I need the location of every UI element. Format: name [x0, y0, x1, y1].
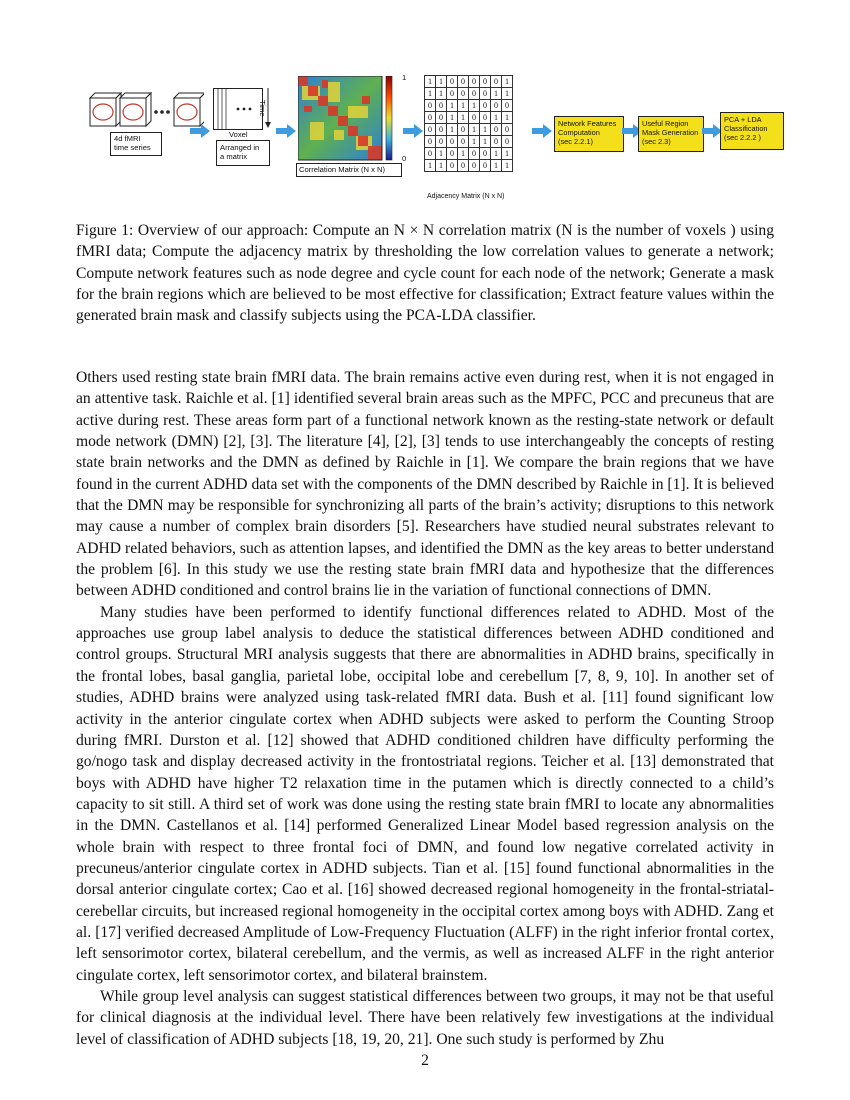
adjacency-cell: 0: [436, 136, 447, 148]
adjacency-cell: 0: [469, 88, 480, 100]
paragraph: Others used resting state brain fMRI data. The brain remains active even during rest, when it is not engaged in an attentive task. Raichle et al. [1] identified several brain areas such as the MPFC, PCC and precuneus that are active during rest. These areas form part of a functional network known as the resting-state network or default mode network (DMN) [2], [3]. The literature [4], [2], [3] tends to use interchangeably the concepts of resting state brain networks and the DMN as defined by Raichle in [1]. We compare the brain regions that we have found in the current ADHD data set with the components of the DMN described by Raichle in [1]. It is believed that the DMN may be responsible for synchronizing all parts of the brain’s activity; disruptions to this network may cause a number of complex brain disorders [5]. Researchers have studied neural substrates relevant to ADHD related behaviors, such as attention lapses, and identified the DMN as the key areas to better understand the problem [6]. In this study we use the resting state brain fMRI data and hypothesize that the differences between ADHD conditioned and control brains lie in the variation of functional connections of DMN.: [76, 369, 774, 600]
adjacency-cell: 1: [480, 136, 491, 148]
adjacency-cell: 0: [480, 88, 491, 100]
page-number: 2: [421, 1052, 429, 1069]
adjacency-cell: 0: [502, 100, 513, 112]
adjacency-cell: 0: [425, 124, 436, 136]
adjacency-cell: 0: [469, 160, 480, 172]
adjacency-cell: 0: [447, 136, 458, 148]
adjacency-cell: 0: [469, 148, 480, 160]
adjacency-cell: 0: [502, 124, 513, 136]
adjacency-cell: 1: [469, 100, 480, 112]
adjacency-cell: 0: [491, 76, 502, 88]
adjacency-cell: 1: [502, 76, 513, 88]
mask-generation-label: Useful Region Mask Generation (sec 2.3): [642, 119, 699, 146]
arrow-icon: [190, 124, 210, 138]
adjacency-cell: 0: [447, 148, 458, 160]
adjacency-cell: 0: [458, 136, 469, 148]
figure-1: [80, 70, 780, 210]
adjacency-cell: 1: [491, 112, 502, 124]
adjacency-cell: 1: [491, 160, 502, 172]
adjacency-cell: 0: [502, 136, 513, 148]
arrow-icon: [276, 124, 296, 138]
adjacency-cell: 1: [469, 124, 480, 136]
adjacency-cell: 0: [447, 88, 458, 100]
adjacency-row: [425, 136, 513, 148]
adjacency-row: [425, 88, 513, 100]
adjacency-cell: 0: [458, 76, 469, 88]
adjacency-cell: 0: [425, 112, 436, 124]
adjacency-cell: 1: [491, 88, 502, 100]
time-label: Time: [258, 100, 267, 117]
adjacency-cell: 1: [436, 148, 447, 160]
matrix-label: Arranged in a matrix: [220, 143, 260, 161]
adjacency-cell: 0: [480, 148, 491, 160]
arrow-icon: [532, 124, 552, 138]
fmri-volumes-image: [88, 92, 204, 132]
adjacency-cell: 0: [425, 148, 436, 160]
adjacency-cell: 1: [436, 160, 447, 172]
network-features-label: Network Features Computation (sec 2.2.1): [558, 119, 617, 146]
adjacency-cell: 0: [480, 100, 491, 112]
adjacency-cell: 0: [458, 88, 469, 100]
classification-box: [720, 112, 784, 150]
adjacency-cell: 1: [502, 112, 513, 124]
adjacency-cell: 0: [436, 112, 447, 124]
arrow-icon: [403, 124, 423, 138]
adjacency-cell: 0: [447, 76, 458, 88]
body-text: [76, 367, 774, 1050]
adjacency-cell: 0: [469, 112, 480, 124]
adjacency-cell: 1: [491, 148, 502, 160]
voxel-label: Voxel: [229, 130, 248, 139]
adjacency-cell: 1: [425, 88, 436, 100]
adjacency-cell: 1: [436, 76, 447, 88]
adjacency-cell: 0: [425, 100, 436, 112]
adjacency-cell: 0: [480, 160, 491, 172]
adjacency-cell: 0: [458, 160, 469, 172]
adjacency-cell: 1: [469, 136, 480, 148]
adjacency-cell: 0: [458, 124, 469, 136]
adjacency-row: [425, 148, 513, 160]
adjacency-label: Adjacency Matrix (N x N): [427, 193, 505, 200]
adjacency-cell: 0: [491, 100, 502, 112]
adjacency-cell: 1: [502, 160, 513, 172]
adjacency-row: [425, 76, 513, 88]
adjacency-cell: 1: [447, 124, 458, 136]
adjacency-cell: 1: [458, 112, 469, 124]
adjacency-cell: 1: [502, 88, 513, 100]
paragraph: While group level analysis can suggest statistical differences between two groups, it may not be that useful for clinical diagnosis at the individual level. There have been relatively few investigations at the individual level of classification of ADHD subjects [18, 19, 20, 21]. One such study is performed by Zhu: [76, 987, 774, 1048]
adjacency-cell: 1: [502, 148, 513, 160]
mask-generation-box: [638, 116, 704, 152]
correlation-matrix-heatmap: [298, 76, 398, 162]
adjacency-cell: 0: [436, 100, 447, 112]
adjacency-cell: 0: [491, 124, 502, 136]
adjacency-cell: 0: [436, 124, 447, 136]
adjacency-cell: 1: [480, 124, 491, 136]
adjacency-cell: 1: [458, 148, 469, 160]
adjacency-cell: 1: [425, 76, 436, 88]
classification-label: PCA + LDA Classification (sec 2.2.2 ): [724, 115, 768, 142]
adjacency-row: [425, 124, 513, 136]
paragraph: Many studies have been performed to identify functional differences related to ADHD. Most of the approaches use group label analysis to deduce the statistical differences between ADHD conditioned and control groups. Structural MRI analysis suggests that there are abnormalities in ADHD brains, specifically in the frontal lobes, basal ganglia, parietal lobe, occipital lobe and cerebellum [7, 8, 9, 10]. In another set of studies, ADHD brains were analyzed using task-related fMRI data. Bush et al. [11] found significant low activity in the anterior cingulate cortex when ADHD subjects were asked to perform the Counting Stroop during fMRI. Durston et al. [12] showed that ADHD conditioned children have difficulty performing the go/nogo task and display decreased activity in the frontostriatal regions. Teicher et al. [13] demonstrated that boys with ADHD have higher T2 relaxation time in the putamen which is directly connected to a child’s capacity to sit still. A third set of work was done using the resting state brain fMRI to locate any abnormalities in the DMN. Castellanos et al. [14] performed Generalized Linear Model based regression analysis on the whole brain with respect to three frontal foci of DMN, and found low negative correlated activity in precuneus/anterior cingulate cortex in ADHD subjects. Tian et al. [15] found functional abnormalities in the dorsal anterior cingulate cortex; Cao et al. [16] showed decreased regional homogeneity in the frontal-striatal-cerebellar circuits, but increased regional homogeneity in the occipital cortex among boys with ADHD. Zang et al. [17] verified decreased Amplitude of Low-Frequency Fluctuation (ALFF) in the right inferior frontal cortex, left sensorimotor cortex, bilateral cerebellum, and the vermis, as well as increased ALFF in the right anterior cingulate cortex, left sensorimotor cortex, and bilateral brainstem.: [76, 603, 774, 984]
correlation-label: Correlation Matrix (N x N): [299, 165, 386, 174]
adjacency-cell: 0: [480, 112, 491, 124]
figure-caption: Figure 1: Overview of our approach: Compute an N × N correlation matrix (N is the number of voxels ) using fMRI data; Compute the adjacency matrix by thresholding the low correlation values to generate a network; Compute network features such as node degree and cycle count for each node of the network; Generate a mask for the brain regions which are believed to be most effective for classification; Extract feature values within the generated brain mask and classify subjects using the PCA-LDA classifier.: [76, 222, 774, 325]
scale-min: 0: [402, 154, 407, 163]
time-arrow-icon: [264, 88, 272, 128]
adjacency-row: [425, 100, 513, 112]
adjacency-cell: 1: [436, 88, 447, 100]
input-label: 4d fMRI time series: [114, 134, 151, 152]
network-features-box: [554, 116, 624, 152]
adjacency-row: [425, 112, 513, 124]
adjacency-cell: 0: [425, 136, 436, 148]
adjacency-cell: 1: [425, 160, 436, 172]
adjacency-cell: 0: [491, 136, 502, 148]
scale-max: 1: [402, 73, 407, 82]
adjacency-cell: 0: [447, 160, 458, 172]
adjacency-cell: 0: [480, 76, 491, 88]
adjacency-cell: 1: [458, 100, 469, 112]
adjacency-row: [425, 160, 513, 172]
adjacency-matrix: [424, 75, 513, 172]
adjacency-cell: 0: [469, 76, 480, 88]
adjacency-cell: 1: [447, 112, 458, 124]
arrow-icon: [702, 124, 722, 138]
adjacency-cell: 1: [447, 100, 458, 112]
voxel-lines-image: [214, 89, 262, 129]
